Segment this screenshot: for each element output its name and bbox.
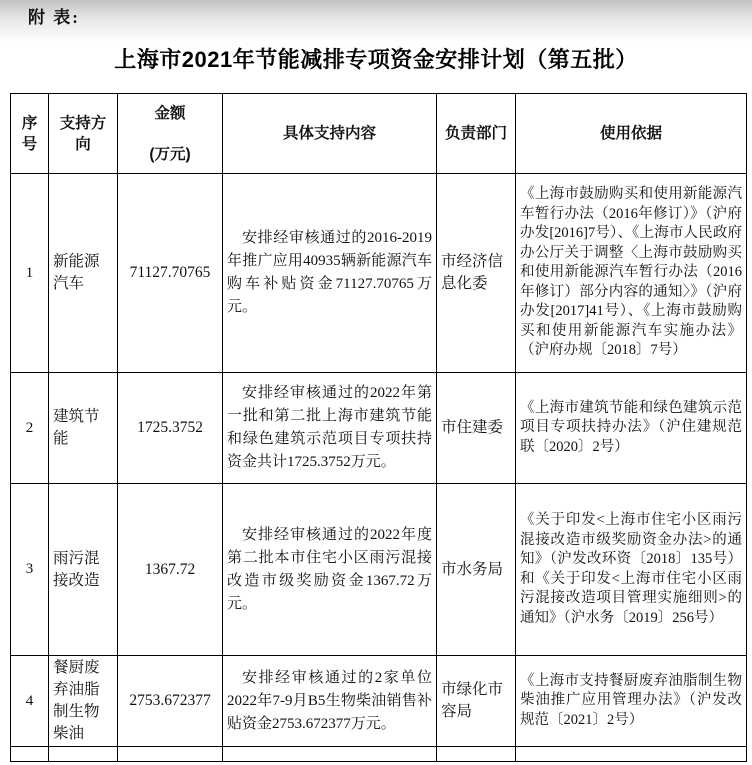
row4-index xyxy=(11,656,49,747)
direction-value: 新能源汽车 xyxy=(53,253,100,292)
col-header-direction-label: 支持方向 xyxy=(59,114,107,153)
scan-top-gradient xyxy=(0,0,752,42)
content-value: 安排经审核通过的2家单位2022年7-9月B5生物柴油销售补贴资金2753.672377万元。 xyxy=(227,669,432,732)
clipped-cell xyxy=(118,747,223,762)
clipped-cell xyxy=(223,747,437,762)
row2-content xyxy=(223,373,437,484)
col-header-content xyxy=(223,94,437,174)
basis-value: 《上海市支持餐厨废弃油脂制生物柴油推广应用管理办法》（沪发改规范〔2021〕2号） xyxy=(520,672,742,728)
content-value: 安排经审核通过的2022年度第二批本市住宅小区雨污混接改造市级奖励资金1367.72万元。 xyxy=(227,526,432,612)
row1-amount xyxy=(118,174,223,373)
row3-content xyxy=(223,484,437,656)
basis-value: 《上海市鼓励购买和使用新能源汽车暂行办法（2016年修订）》（沪府办发[2016]7号）、《上海市人民政府办公厅关于调整〈上海市鼓励购买和使用新能源汽车暂行办法（2016年修订）部分内容的通知〉》（沪府办发[2017]41号）、《上海市鼓励购买和使用新能源汽车实施办法》（沪府办规〔2018〕7号） xyxy=(520,186,742,359)
department-value: 市绿化市容局 xyxy=(441,681,504,720)
clipped-cell xyxy=(437,747,516,762)
department-value: 市住建委 xyxy=(441,419,504,436)
fund-plan-table xyxy=(10,93,747,762)
row1-department xyxy=(437,174,516,373)
amount-value: 2753.672377 xyxy=(129,692,211,709)
attachment-label: 附 表: xyxy=(28,8,80,27)
row4-direction xyxy=(49,656,118,747)
clipped-cell xyxy=(11,747,49,762)
clipped-cell xyxy=(49,747,118,762)
row3-department xyxy=(437,484,516,656)
department-value: 市经济信息化委 xyxy=(441,253,504,292)
department-value: 市水务局 xyxy=(441,560,504,578)
row4-basis xyxy=(516,656,747,747)
row3-direction xyxy=(49,484,118,656)
direction-value: 建筑节能 xyxy=(53,408,100,447)
page-title: 上海市2021年节能减排专项资金安排计划（第五批） xyxy=(114,47,638,72)
col-header-basis-label: 使用依据 xyxy=(599,125,662,142)
index-value: 2 xyxy=(25,419,34,436)
basis-value: 《上海市建筑节能和绿色建筑示范项目专项扶持办法》（沪住建规范联〔2020〕2号） xyxy=(520,399,742,455)
index-value: 4 xyxy=(25,692,34,709)
clipped-cell xyxy=(516,747,747,762)
table-row xyxy=(11,656,747,747)
row2-index xyxy=(11,373,49,484)
col-header-basis xyxy=(516,94,747,174)
amount-value: 1725.3752 xyxy=(137,419,203,436)
table-row xyxy=(11,174,747,373)
table-header-row xyxy=(11,94,747,174)
row4-department xyxy=(437,656,516,747)
basis-value: 《关于印发<上海市住宅小区雨污混接改造市级奖励资金办法>的通知》（沪发改环资〔2018〕135号）和《关于印发<上海市住宅小区雨污混接改造项目管理实施细则>的通知》（沪水务〔2019〕256号） xyxy=(520,512,742,626)
row2-department xyxy=(437,373,516,484)
col-header-index xyxy=(11,94,49,174)
index-value: 3 xyxy=(25,561,34,577)
row3-amount xyxy=(118,484,223,656)
index-value: 1 xyxy=(25,264,34,281)
col-header-department-label: 负责部门 xyxy=(444,125,507,142)
col-header-amount-label xyxy=(122,94,218,173)
row3-index xyxy=(11,484,49,656)
row2-direction xyxy=(49,373,118,484)
table-row-clipped xyxy=(11,747,747,762)
row4-amount xyxy=(118,656,223,747)
row2-amount xyxy=(118,373,223,484)
row4-content xyxy=(223,656,437,747)
row1-direction xyxy=(49,174,118,373)
row1-content xyxy=(223,174,437,373)
col-header-direction xyxy=(49,94,118,174)
row1-index xyxy=(11,174,49,373)
direction-value: 雨污混接改造 xyxy=(53,549,100,589)
amount-value: 1367.72 xyxy=(144,560,196,578)
amount-header-line1: 金额 xyxy=(154,104,186,122)
amount-value: 71127.70765 xyxy=(129,264,211,281)
table-row xyxy=(11,373,747,484)
table-row xyxy=(11,484,747,656)
col-header-department xyxy=(437,94,516,174)
content-value: 安排经审核通过的2022年第一批和第二批上海市建筑节能和绿色建筑示范项目专项扶持资金共计1725.3752万元。 xyxy=(227,385,432,470)
row1-basis xyxy=(516,174,747,373)
row2-basis xyxy=(516,373,747,484)
content-value: 安排经审核通过的2016-2019年推广应用40935辆新能源汽车购车补贴资金71127.70765万元。 xyxy=(227,230,432,315)
direction-value: 餐厨废弃油脂制生物柴油 xyxy=(53,659,100,742)
row3-basis xyxy=(516,484,747,656)
amount-header-gap xyxy=(122,124,218,144)
col-header-content-label: 具体支持内容 xyxy=(282,125,376,142)
amount-header-line2: (万元) xyxy=(149,145,191,163)
col-header-index-label: 序号 xyxy=(21,114,38,153)
col-header-amount xyxy=(118,94,223,174)
